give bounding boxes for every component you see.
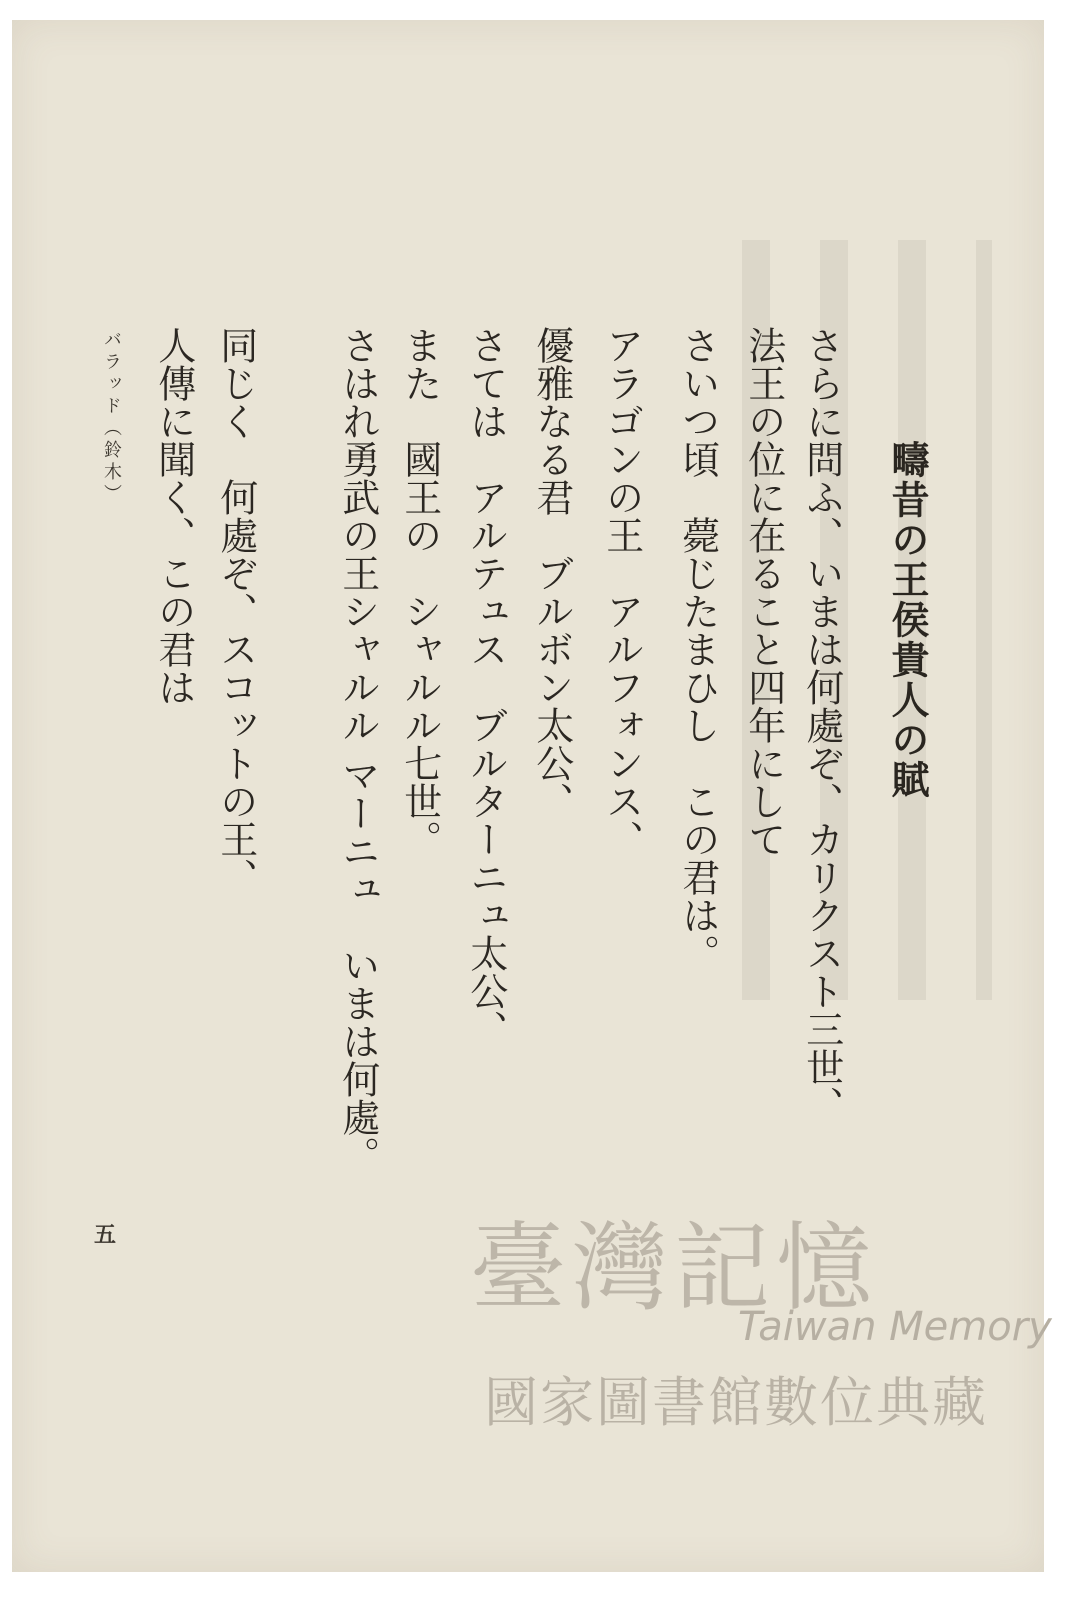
watermark-subtitle: 國家圖書館數位典藏: [484, 1371, 988, 1434]
watermark-cjk: 臺灣記憶: [470, 1212, 878, 1324]
poem-title: 疇昔の王侯貴人の賦: [885, 440, 930, 800]
ballad-credit: バラッド（鈴木）: [101, 330, 122, 506]
watermark-english: Taiwan Memory: [738, 1304, 1052, 1350]
poem-line-1: さらに問ふ、いまは何處ぞ、カリクスト三世、: [799, 326, 844, 1124]
poem-line-4: アラゴンの王 アルフォンス、: [599, 326, 644, 858]
poem-line-9: 同じく 何處ぞ、スコットの王、: [213, 326, 258, 896]
poem-line-2: 法王の位に在ること四年にして: [741, 326, 786, 858]
poem-line-6: さては アルテュス ブルターニュ太公、: [463, 326, 508, 1048]
poem-line-5: 優雅なる君 ブルボン太公、: [529, 326, 574, 820]
poem-line-8: さはれ勇武の王シャルル マーニュ いまは何處。: [335, 326, 380, 1175]
page-number: 五: [94, 1222, 117, 1248]
poem-line-3: さいつ頃 薨じたまひし この君は。: [675, 326, 720, 972]
poem-line-7: また 國王の シャルル七世。: [397, 326, 442, 858]
poem-line-10: 人傳に聞く、この君は: [151, 326, 196, 706]
